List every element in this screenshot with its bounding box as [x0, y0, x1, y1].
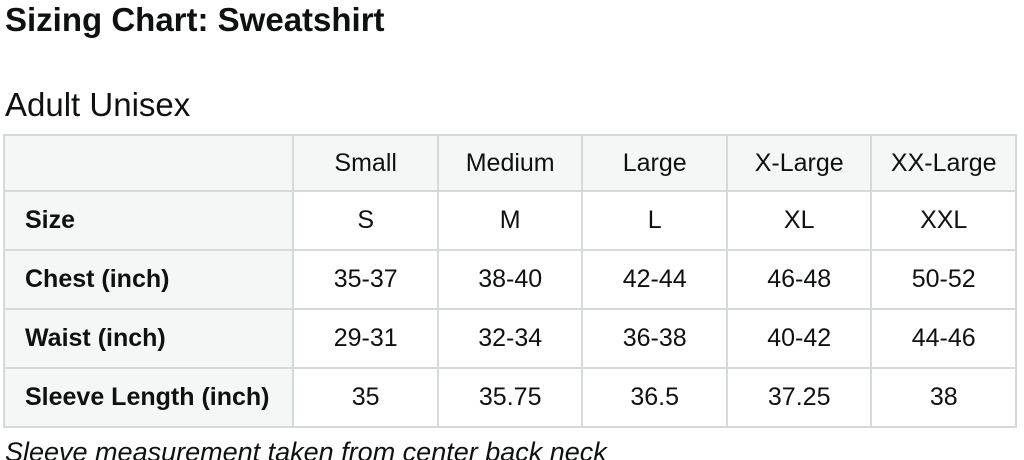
table-row-waist	[4, 309, 1016, 368]
sleeve-measurement-footnote: Sleeve measurement taken from center back neck	[5, 437, 607, 460]
table-row-size	[4, 191, 1016, 250]
cell-chest-large: 42-44	[582, 250, 727, 309]
cell-waist-x-large: 40-42	[727, 309, 872, 368]
cell-waist-xx-large: 44-46	[871, 309, 1016, 368]
row-label-sleeve-length: Sleeve Length (inch)	[4, 368, 293, 427]
cell-chest-small: 35-37	[293, 250, 438, 309]
page-title: Sizing Chart: Sweatshirt	[5, 1, 385, 38]
column-header-small: Small	[293, 135, 438, 191]
row-label-waist: Waist (inch)	[4, 309, 293, 368]
table-row-chest	[4, 250, 1016, 309]
section-title: Adult Unisex	[5, 86, 191, 123]
cell-sleeve-large: 36.5	[582, 368, 727, 427]
cell-waist-medium: 32-34	[438, 309, 583, 368]
cell-size-large: L	[582, 191, 727, 250]
cell-sleeve-small: 35	[293, 368, 438, 427]
cell-waist-small: 29-31	[293, 309, 438, 368]
cell-chest-x-large: 46-48	[727, 250, 872, 309]
cell-chest-xx-large: 50-52	[871, 250, 1016, 309]
cell-size-small: S	[293, 191, 438, 250]
size-table	[3, 134, 1017, 428]
cell-waist-large: 36-38	[582, 309, 727, 368]
column-header-xx-large: XX-Large	[871, 135, 1016, 191]
cell-size-medium: M	[438, 191, 583, 250]
cell-sleeve-medium: 35.75	[438, 368, 583, 427]
column-header-medium: Medium	[438, 135, 583, 191]
column-header-x-large: X-Large	[727, 135, 872, 191]
cell-sleeve-xx-large: 38	[871, 368, 1016, 427]
cell-size-x-large: XL	[727, 191, 872, 250]
table-row-sleeve-length	[4, 368, 1016, 427]
row-label-size: Size	[4, 191, 293, 250]
cell-size-xx-large: XXL	[871, 191, 1016, 250]
cell-chest-medium: 38-40	[438, 250, 583, 309]
row-label-chest: Chest (inch)	[4, 250, 293, 309]
column-header-blank	[4, 135, 293, 191]
column-header-large: Large	[582, 135, 727, 191]
header-row	[4, 135, 1016, 191]
cell-sleeve-x-large: 37.25	[727, 368, 872, 427]
